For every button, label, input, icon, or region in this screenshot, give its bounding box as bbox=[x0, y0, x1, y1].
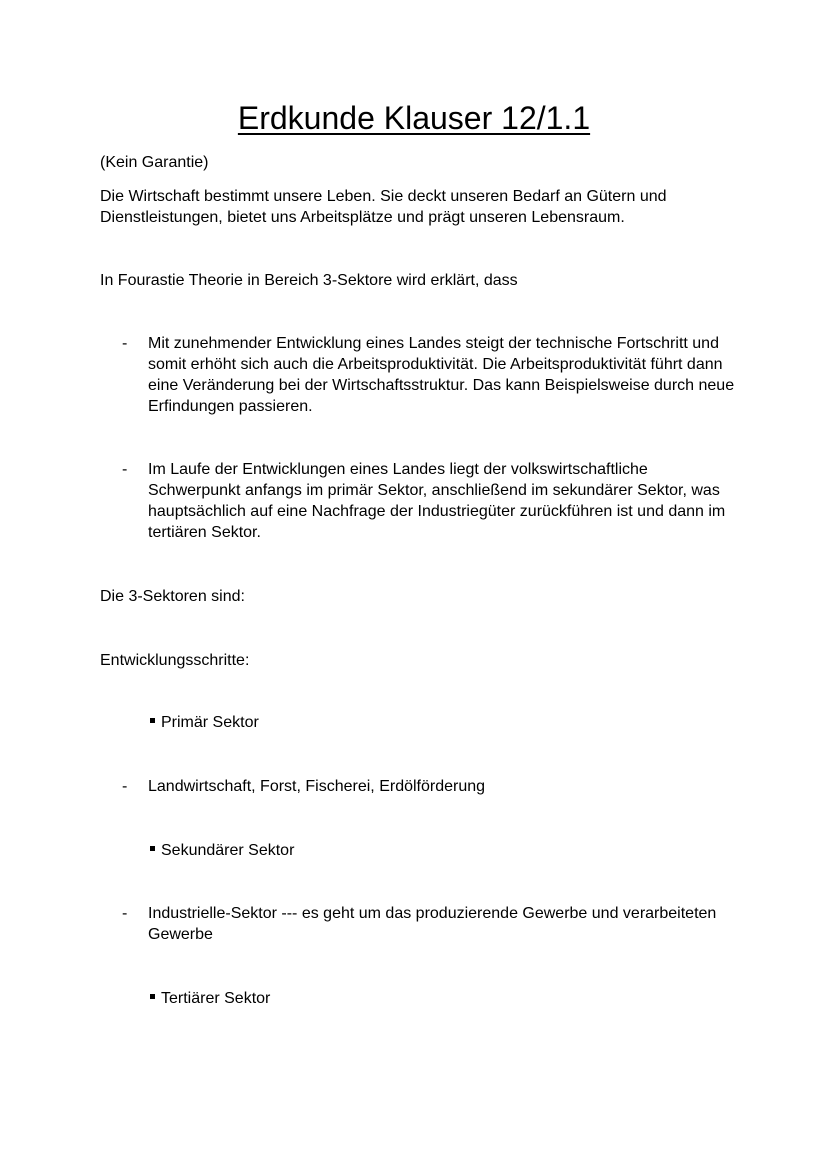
sector-item bbox=[150, 988, 270, 1009]
document-title-text: Erdkunde Klauser 12/1.1 bbox=[237, 100, 591, 136]
sector-item bbox=[150, 712, 259, 733]
sectors-heading: Die 3-Sektoren sind: bbox=[100, 588, 245, 605]
steps-heading: Entwicklungsschritte: bbox=[100, 652, 250, 669]
sector-name: Sekundärer Sektor bbox=[161, 842, 295, 859]
dash-bullet: - bbox=[122, 335, 128, 352]
sector-detail: Industrielle-Sektor --- es geht um das produzierende Gewerbe und verarbeiteten Gewerbe bbox=[148, 905, 717, 943]
dash-bullet: - bbox=[122, 905, 128, 922]
document-title bbox=[0, 98, 828, 138]
square-bullet-icon bbox=[150, 846, 155, 851]
intro-paragraph: Die Wirtschaft bestimmt unsere Leben. Sie deckt unseren Bedarf an Gütern und Dienstleistungen, bietet uns Arbeitsplätze und prägt unseren Lebensraum. bbox=[100, 188, 667, 226]
theory-point-2: Im Laufe der Entwicklungen eines Landes liegt der volkswirtschaftliche Schwerpunkt anfangs im primär Sektor, anschließend im sekundärer Sektor, was hauptsächlich auf eine Nachfrage der Industriegüter zurückführen ist und dann im tertiären Sektor. bbox=[148, 461, 726, 541]
square-bullet-icon bbox=[150, 718, 155, 723]
square-bullet-icon bbox=[150, 994, 155, 999]
dash-bullet: - bbox=[122, 778, 128, 795]
sector-item bbox=[150, 840, 294, 861]
note-text: (Kein Garantie) bbox=[100, 154, 209, 171]
dash-bullet: - bbox=[122, 461, 128, 478]
sector-name: Primär Sektor bbox=[161, 714, 259, 731]
theory-intro: In Fourastie Theorie in Bereich 3-Sektore wird erklärt, dass bbox=[100, 272, 518, 289]
sector-name: Tertiärer Sektor bbox=[161, 990, 271, 1007]
theory-point-1: Mit zunehmender Entwicklung eines Landes steigt der technische Fortschritt und somit erhöht sich auch die Arbeitsproduktivität. Die Arbeitsproduktivität führt dann eine Veränderung bei der Wirtschaftsstruktur. Das kann Beispielsweise durch neue Erfindungen passieren. bbox=[148, 335, 735, 415]
sector-detail: Landwirtschaft, Forst, Fischerei, Erdölförderung bbox=[148, 778, 486, 795]
